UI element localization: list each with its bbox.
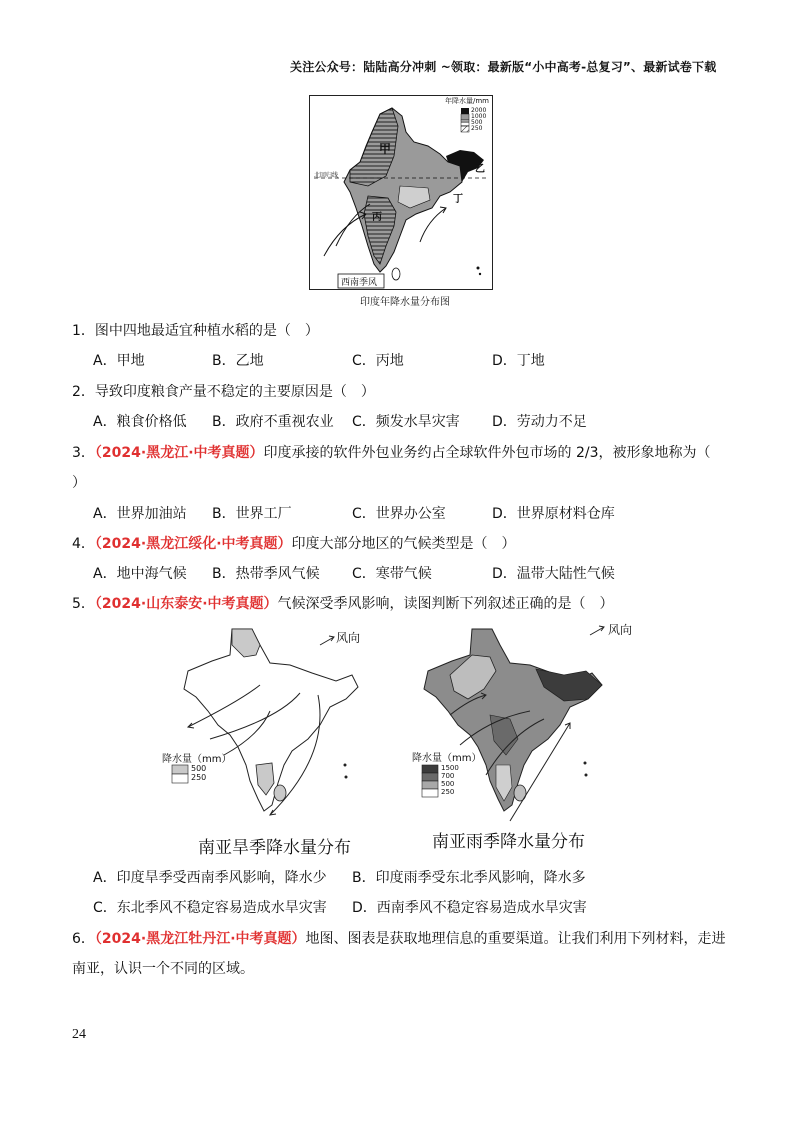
label-yi: 乙 <box>475 164 485 175</box>
q3-source: （2024·黑龙江·中考真题） <box>94 445 264 461</box>
label-ding: 丁 <box>453 194 463 205</box>
q2-option-d[interactable]: D．劳动力不足 <box>492 414 587 430</box>
page-header: 关注公众号：陆陆高分冲刺 ~领取：最新版“小中高考-总复习”、最新试卷下载 <box>290 60 717 74</box>
label-southwest-monsoon: 西南季风 <box>341 278 378 288</box>
question-3-stem <box>72 443 711 463</box>
q5-option-b[interactable]: B．印度雨季受东北季风影响，降水多 <box>352 870 586 886</box>
question-3-stem-tail: ） <box>72 475 86 491</box>
q4-number: 4． <box>72 536 95 552</box>
q1-option-a[interactable]: A．甲地 <box>93 353 145 369</box>
legend-value-500: 500 <box>471 119 483 126</box>
q6-text: 地图、图表是获取地理信息的重要渠道。让我们利用下列材料，走进 <box>305 931 726 947</box>
right-legend-250: 250 <box>441 788 455 796</box>
right-map-title: 南亚雨季降水量分布 <box>432 832 585 851</box>
question-6-stem <box>72 929 726 949</box>
q4-option-b[interactable]: B．热带季风气候 <box>212 566 320 582</box>
question-2-stem: 2．导致印度粮食产量不稳定的主要原因是（ ） <box>72 384 375 400</box>
left-legend-title: 降水量（mm） <box>162 754 232 765</box>
q3-text: 印度承接的软件外包业务约占全球软件外包市场的 2/3，被形象地称为（ <box>263 445 711 461</box>
legend-value-2000: 2000 <box>471 107 487 114</box>
q2-option-a[interactable]: A．粮食价格低 <box>93 414 187 430</box>
label-bing: 丙 <box>372 212 382 223</box>
q5-option-d[interactable]: D．西南季风不稳定容易造成水旱灾害 <box>352 900 587 916</box>
question-4-stem <box>72 534 516 554</box>
south-asia-precipitation-maps <box>160 615 650 860</box>
q3-option-b[interactable]: B．世界工厂 <box>212 506 292 522</box>
right-legend-1500: 1500 <box>441 764 459 772</box>
right-legend-500: 500 <box>441 780 455 788</box>
left-legend-250: 250 <box>191 773 207 782</box>
q3-option-c[interactable]: C．世界办公室 <box>352 506 446 522</box>
q4-option-a[interactable]: A．地中海气候 <box>93 566 187 582</box>
q6-number: 6． <box>72 931 95 947</box>
label-jia: 甲 <box>379 142 392 156</box>
q5-number: 5． <box>72 596 95 612</box>
q6-source: （2024·黑龙江牡丹江·中考真题） <box>94 931 306 947</box>
india-precipitation-map <box>309 95 493 290</box>
q3-option-d[interactable]: D．世界原材料仓库 <box>492 506 615 522</box>
left-map-title: 南亚旱季降水量分布 <box>198 838 351 857</box>
q5-option-a[interactable]: A．印度旱季受西南季风影响，降水少 <box>93 870 327 886</box>
left-legend-500: 500 <box>191 764 207 773</box>
q2-option-b[interactable]: B．政府不重视农业 <box>212 414 334 430</box>
q5-text: 气候深受季风影响，读图判断下列叙述正确的是（ ） <box>277 596 614 612</box>
question-1-stem: 1．图中四地最适宜种植水稻的是（ ） <box>72 323 319 339</box>
q4-text: 印度大部分地区的气候类型是（ ） <box>291 536 516 552</box>
q4-source: （2024·黑龙江绥化·中考真题） <box>94 536 292 552</box>
q4-option-d[interactable]: D．温带大陆性气候 <box>492 566 615 582</box>
q5-option-c[interactable]: C．东北季风不稳定容易造成水旱灾害 <box>93 900 327 916</box>
right-wind-label: 风向 <box>608 623 633 637</box>
q3-number: 3． <box>72 445 95 461</box>
page-number: 24 <box>72 1027 86 1042</box>
legend-value-250: 250 <box>471 125 483 132</box>
q1-option-d[interactable]: D．丁地 <box>492 353 545 369</box>
right-legend-title: 降水量（mm） <box>412 753 482 764</box>
q1-option-b[interactable]: B．乙地 <box>212 353 264 369</box>
q2-option-c[interactable]: C．频发水旱灾害 <box>352 414 460 430</box>
left-wind-label: 风向 <box>336 631 361 645</box>
q3-option-a[interactable]: A．世界加油站 <box>93 506 187 522</box>
q5-source: （2024·山东泰安·中考真题） <box>94 596 278 612</box>
q4-option-c[interactable]: C．寒带气候 <box>352 566 432 582</box>
dry-season-map <box>172 629 361 815</box>
q1-option-c[interactable]: C．丙地 <box>352 353 404 369</box>
legend-value-1000: 1000 <box>471 113 487 120</box>
right-legend-700: 700 <box>441 772 455 780</box>
label-tropic: 北回归线 <box>314 172 339 179</box>
question-6-stem-line2: 南亚，认识一个不同的区域。 <box>72 961 254 977</box>
legend-title: 年降水量/mm <box>445 97 489 105</box>
question-5-stem <box>72 594 614 614</box>
figure1-caption: 印度年降水量分布图 <box>360 297 450 308</box>
